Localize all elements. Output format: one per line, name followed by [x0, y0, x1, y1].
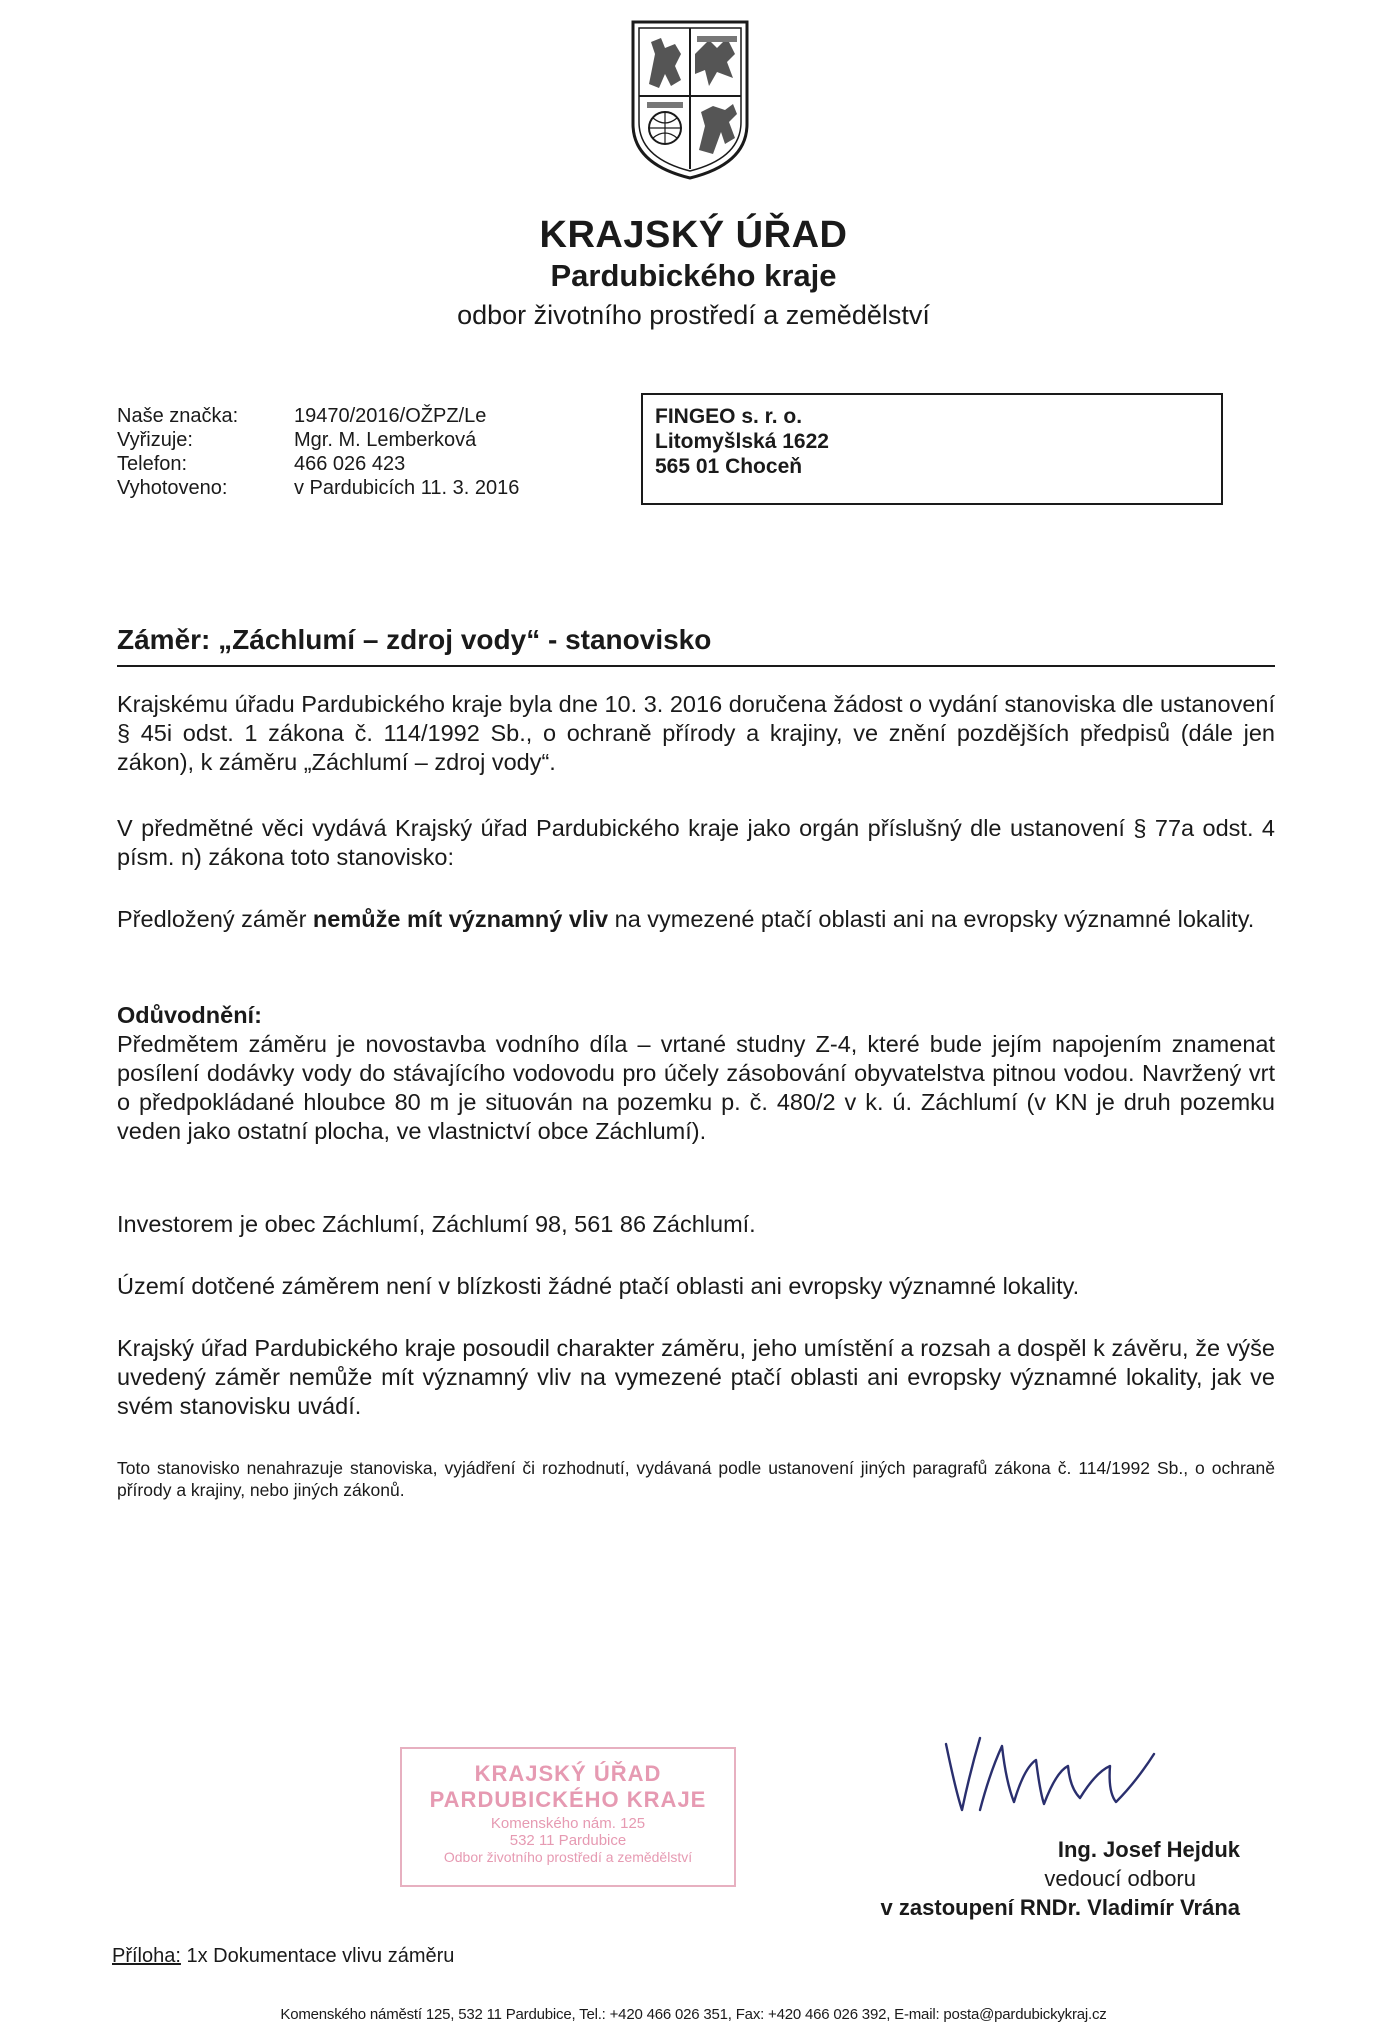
recipient-street: Litomyšlská 1622 [655, 430, 829, 453]
signer-title: vedoucí odboru [1044, 1866, 1196, 1891]
statement-bold: nemůže mít významný vliv [312, 906, 609, 932]
paragraph-text: Krajský úřad Pardubického kraje posoudil charakter záměru, jeho umístění a rozsah a dospěl k závěru, že výše uvedený záměr nemůže mít významný vliv na vymezené ptačí oblasti ani evropsky významné lokality, jak ve svém stanovisku uvádí. [117, 1335, 1275, 1419]
office-title: KRAJSKÝ ÚŘAD [539, 214, 848, 256]
meta-label: Vyhotoveno: [117, 477, 228, 499]
paragraph-request [117, 690, 1275, 777]
meta-label: Telefon: [117, 453, 188, 475]
meta-value: 466 026 423 [294, 453, 406, 475]
recipient-address-box [641, 393, 1223, 505]
meta-label: Vyřizuje: [117, 429, 193, 451]
stamp-line: Komenského nám. 125 [490, 1815, 646, 1832]
paragraph-text: V předmětné věci vydává Krajský úřad Pardubického kraje jako orgán příslušný dle ustanovení § 77a odst. 4 písm. n) zákona toto stanovisko: [117, 815, 1275, 870]
recipient-name: FINGEO s. r. o. [655, 405, 803, 428]
signer-delegation: v zastoupení RNDr. Vladimír Vrána [880, 1895, 1240, 1920]
region-title: Pardubického kraje [550, 258, 837, 293]
attachment-line [112, 1945, 454, 1968]
recipient-city: 565 01 Choceň [655, 455, 803, 478]
justification-heading: Odůvodnění: [117, 1002, 262, 1028]
coat-of-arms-emblem [625, 14, 755, 182]
paragraph-conclusion [117, 1334, 1275, 1421]
attachment-label: Příloha: [112, 1945, 181, 1967]
statement-text-end: na vymezené ptačí oblasti ani na evropsky významné lokality. [608, 906, 1255, 932]
subject-heading: Záměr: „Záchlumí – zdroj vody“ - stanovisko [117, 624, 712, 655]
stamp-line: PARDUBICKÉHO KRAJE [429, 1787, 707, 1812]
paragraph-justification [117, 1001, 1275, 1146]
meta-row-reference [117, 404, 519, 428]
meta-value: 19470/2016/OŽPZ/Le [294, 405, 487, 427]
meta-value: v Pardubicích 11. 3. 2016 [294, 477, 520, 499]
stamp-line: 532 11 Pardubice [509, 1832, 627, 1849]
meta-value: Mgr. M. Lemberková [294, 429, 477, 451]
stamp-line: Odbor životního prostředí a zemědělství [443, 1849, 693, 1865]
paragraph-text: Území dotčené záměrem není v blízkosti žádné ptačí oblasti ani evropsky významné lokality. [117, 1273, 1080, 1299]
legal-note-text: Toto stanovisko nenahrazuje stanoviska, vyjádření či rozhodnutí, vydávaná podle ustanovení jiných paragrafů zákona č. 114/1992 Sb., o ochraně přírody a krajiny, nebo jiných zákonů. [117, 1458, 1275, 1500]
meta-row-handler [117, 428, 519, 452]
legal-note [117, 1457, 1275, 1501]
subject-divider [117, 665, 1275, 667]
meta-row-phone [117, 452, 519, 476]
signer-name: Ing. Josef Hejduk [1057, 1837, 1240, 1862]
meta-label: Naše značka: [117, 405, 239, 427]
paragraph-authority [117, 814, 1275, 872]
meta-row-date [117, 476, 519, 500]
paragraph-text: Předmětem záměru je novostavba vodního díla – vrtané studny Z-4, které bude jejím napojením znamenat posílení dodávky vody do stávajícího vodovodu pro účely zásobování obyvatelstva pitnou vodou. Navržený vrt o předpokládané hloubce 80 m je situován na pozemku p. č. 480/2 v k. ú. Záchlumí (v KN je druh pozemku veden jako ostatní plocha, ve vlastnictví obce Záchlumí). [117, 1031, 1275, 1144]
statement-text-start: Předložený záměr [117, 906, 313, 932]
paragraph-investor [117, 1210, 1275, 1239]
paragraph-text: Investorem je obec Záchlumí, Záchlumí 98, 561 86 Záchlumí. [117, 1211, 756, 1237]
attachment-text: 1x Dokumentace vlivu záměru [180, 1945, 455, 1967]
paragraph-territory [117, 1272, 1275, 1301]
footer-contact: Komenského náměstí 125, 532 11 Pardubice, Tel.: +420 466 026 351, Fax: +420 466 026 392, E-mail: posta@pardubickykraj.cz [280, 2006, 1107, 2023]
department-title: odbor životního prostředí a zemědělství [457, 300, 930, 330]
handwritten-signature [940, 1732, 1160, 1818]
paragraph-text: Krajskému úřadu Pardubického kraje byla dne 10. 3. 2016 doručena žádost o vydání stanoviska dle ustanovení § 45i odst. 1 zákona č. 114/1992 Sb., o ochraně přírody a krajiny, ve znění pozdějších předpisů (dále jen zákon), k záměru „Záchlumí – zdroj vody“. [117, 691, 1275, 775]
reference-block [117, 404, 519, 500]
office-stamp [400, 1747, 736, 1887]
paragraph-statement [117, 905, 1275, 934]
stamp-line: KRAJSKÝ ÚŘAD [474, 1761, 662, 1786]
